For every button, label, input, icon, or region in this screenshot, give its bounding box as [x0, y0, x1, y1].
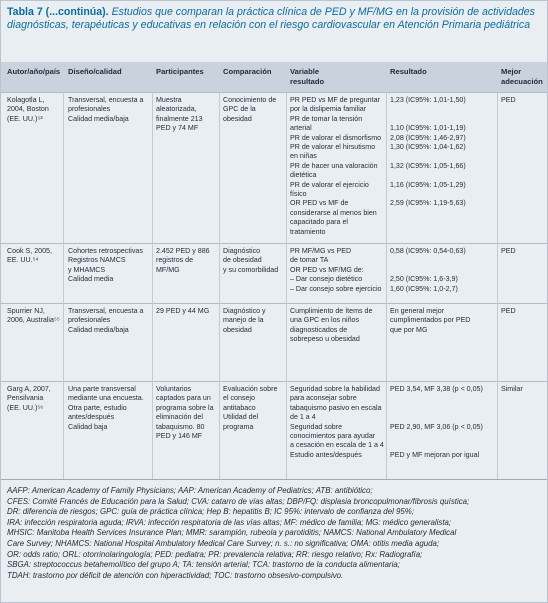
cell-line: Evaluación sobre: [223, 385, 278, 393]
cell-line: PR de tomar la tensión: [290, 114, 363, 123]
cell-line: (EE. UU.)⁵⁶: [7, 403, 44, 412]
column-separators: [1, 92, 547, 479]
cell-line: 0,58 (IC95%: 0,54-0,63): [390, 247, 466, 255]
cell-line: a cesación en escala de 1 a 4: [290, 441, 384, 450]
cell-line: MF/MG: [156, 265, 180, 274]
column-divider: [497, 92, 498, 479]
table-number: Tabla 7 (...continúa).: [7, 6, 109, 18]
cell-line: antitabaco: [223, 403, 256, 412]
cell-line: 1,23 (IC95%: 1,01-1,50): [390, 96, 466, 104]
cell-line: profesionales: [68, 105, 111, 114]
cell-line: 1,10 (IC95%: 1,01-1,19): [390, 124, 466, 133]
cell-line: Cumplimiento de ítems de: [290, 307, 373, 315]
cell-line: por la dislipemia familiar: [290, 105, 367, 114]
cell-line: – Dar consejo dietético: [290, 275, 363, 284]
cell-line: que por MG: [390, 325, 428, 334]
cell-line: PED: [501, 247, 516, 255]
cell-line: obesidad: [223, 114, 252, 123]
cell-line: Utilidad del: [223, 413, 259, 422]
column-divider: [219, 92, 220, 479]
cell-line: capacitado para el: [290, 218, 348, 227]
cell-line: en niñas: [290, 152, 317, 161]
cell-line: dietética: [290, 171, 317, 180]
cell-line: (EE. UU.)⁵³: [7, 114, 43, 123]
cell-line: 1,16 (IC95%: 1,05-1,29): [390, 180, 466, 189]
cell-line: programa sobre la: [156, 403, 214, 412]
cell-line: Calidad media/baja: [68, 114, 129, 123]
cell-line: Seguridad sobre la habilidad: [290, 385, 380, 393]
cell-line: OR PED vs MF/MG de:: [290, 265, 364, 274]
cell-line: considerarse al menos bien: [290, 208, 377, 217]
column-divider: [152, 92, 153, 479]
cell-line: obesidad: [223, 325, 252, 334]
cell-line: tratamiento: [290, 227, 326, 236]
cell-line: OR PED vs MF de: [290, 199, 349, 208]
cell-line: Estudio antes/después: [290, 450, 362, 459]
column-divider: [63, 92, 64, 479]
footnote-line: OR: odds ratio; ORL: otorrinolaringología; PED: pediatra; PR: prevalencia relativa; RR: riesgo relativo; Rx: Radiografía;: [7, 549, 423, 559]
footnote-line: Care Survey; NHAMCS: National Hospital Ambulatory Medical Care Survey; n. s.: no significativa; OMA: otitis media aguda;: [7, 538, 440, 548]
cell-line: PR MF/MG vs PED: [290, 247, 352, 255]
cell-line: una GPC en los niños: [290, 316, 360, 325]
column-divider: [286, 92, 287, 479]
cell-line: Garg A, 2007,: [7, 385, 51, 393]
cell-line: Diagnóstico: [223, 247, 261, 255]
table-bottom-rule: [1, 479, 547, 480]
cell-line: eliminación del: [156, 413, 203, 422]
cell-line: 2.452 PED y 886: [156, 247, 210, 255]
cell-line: PR PED vs MF de preguntar: [290, 96, 380, 104]
cell-line: Muestra: [156, 96, 182, 104]
header-comparacion: Comparación: [223, 67, 272, 76]
cell-line: Voluntarios: [156, 385, 192, 393]
cell-line: mediante una encuesta.: [68, 394, 144, 403]
cell-line: Otra parte, estudio: [68, 403, 127, 412]
table-footnotes: [7, 486, 543, 581]
cell-line: de obesidad: [223, 256, 262, 265]
cell-line: PED 2,90, MF 3,06 (p < 0,05): [390, 422, 483, 431]
cell-line: tabaquismo pasivo en escala: [290, 403, 382, 412]
cell-line: Kolagotla L,: [7, 96, 45, 104]
table-caption: [7, 6, 543, 33]
footnote-line: TDAH: trastorno por déficit de atención con hiperactividad; TOC: trastorno obsesivo-compulsivo.: [7, 570, 344, 580]
cell-line: EE. UU.⁵⁴: [7, 256, 39, 265]
cell-line: PR de valorar el ejercicio: [290, 180, 369, 189]
footnote-line: DR: diferencia de riesgos; GPC: guía de práctica clínica; Hep B: hepatitis B; IC 95%: intervalo de confianza del 95%;: [7, 507, 415, 517]
cell-line: Cook S, 2005,: [7, 247, 52, 255]
column-divider: [386, 92, 387, 479]
cell-line: Spurrier NJ,: [7, 307, 45, 315]
cell-line: Una parte transversal: [68, 385, 136, 393]
cell-line: profesionales: [68, 316, 111, 325]
cell-line: cumplimentados por PED: [390, 316, 471, 325]
footnote-line: IRA: infección respiratoria aguda; IRVA: infección respiratoria de las vías altas; MF: médico de familia; MG: médico generalista;: [7, 517, 452, 527]
cell-line: tabaquismo. 80: [156, 422, 205, 431]
cell-line: PED: [501, 307, 516, 315]
footnote-line: CFES: Comité Francés de Educación para la Salud; CVA: catarro de vías altas; DBP/FQ: displasia broncopulmonar/fibrosis quística;: [7, 496, 470, 506]
cell-line: En general mejor: [390, 307, 445, 315]
cell-line: diagnosticados de: [290, 325, 348, 334]
cell-line: 2004, Boston: [7, 105, 49, 114]
cell-line: 1,30 (IC95%: 1,04-1,62): [390, 143, 466, 152]
cell-line: PR de hacer una valoración: [290, 161, 378, 170]
table-title: Estudios que comparan la práctica clínica de PED y MF/MG en la provisión de actividades diagnósticas, terapéuticas y educativas en relación con el riesgo cardiovascular en Atención Primaria pediátrica: [7, 6, 535, 32]
cell-line: 1,60 (IC95%: 1,0-2,7): [390, 284, 458, 293]
cell-line: físico: [290, 190, 307, 199]
cell-line: programa: [223, 422, 254, 431]
cell-line: manejo de la: [223, 316, 264, 325]
cell-line: Similar: [501, 385, 523, 393]
cell-line: de tomar TA: [290, 256, 329, 265]
cell-line: sobrepeso u obesidad: [290, 335, 360, 344]
header-participantes: Participantes: [156, 67, 204, 76]
header-adecuacion: Mejor adecuación: [501, 67, 543, 86]
cell-line: PR de valorar el dismorfismo: [290, 133, 382, 142]
header-autor: Autor/año/país: [7, 67, 61, 76]
cell-line: PED y MF mejoran por igual: [390, 450, 480, 459]
header-variable: Variable resultado: [290, 67, 325, 86]
cell-line: y MHAMCS: [68, 265, 106, 274]
cell-line: y su comorbilidad: [223, 265, 279, 274]
cell-line: Cohortes retrospectivas: [68, 247, 143, 255]
cell-line: captados para un: [156, 394, 211, 403]
cell-line: Diagnóstico y: [223, 307, 266, 315]
cell-line: de 1 a 4: [290, 413, 316, 422]
cell-line: Transversal, encuesta a: [68, 307, 144, 315]
cell-line: 2,59 (IC95%: 1,19-5,63): [390, 199, 466, 208]
cell-line: para aconsejar sobre: [290, 394, 357, 403]
header-diseno: Diseño/calidad: [68, 67, 122, 76]
cell-line: PR de valorar el hirsutismo: [290, 143, 376, 152]
cell-line: conocimientos para ayudar: [290, 432, 376, 441]
cell-line: Pensilvania: [7, 394, 44, 403]
cell-line: PED: [501, 96, 516, 104]
cell-line: 1,32 (IC95%: 1,05-1,66): [390, 161, 466, 170]
header-resultado: Resultado: [390, 67, 427, 76]
cell-line: Seguridad sobre: [290, 422, 343, 431]
cell-line: PED y 74 MF: [156, 124, 199, 133]
cell-line: finalmente 213: [156, 114, 203, 123]
cell-line: Calidad media/baja: [68, 325, 129, 334]
cell-line: registros de: [156, 256, 194, 265]
cell-line: 29 PED y 44 MG: [156, 307, 210, 315]
cell-line: 2,50 (IC95%: 1,6-3,9): [390, 275, 458, 284]
cell-line: el consejo: [223, 394, 255, 403]
footnote-line: AAFP: American Academy of Family Physicians; AAP: American Academy of Pediatrics; ATB: antibiótico;: [7, 486, 373, 495]
cell-line: PED 3,54, MF 3,38 (p < 0,05): [390, 385, 483, 393]
footnote-line: MHSIC: Manitoba Health Services Insurance Plan; MMR: sarampión, rubeola y parotiditis; NAMCS: National Ambulatory Medical: [7, 528, 457, 538]
cell-line: Calidad media: [68, 275, 114, 284]
cell-line: – Dar consejo sobre ejercicio: [290, 284, 382, 293]
cell-line: 2006, Australia⁵⁵: [7, 316, 60, 325]
cell-line: Registros NAMCS: [68, 256, 126, 265]
cell-line: arterial: [290, 124, 312, 133]
cell-line: 2,08 (IC95%: 1,46-2,97): [390, 133, 466, 142]
cell-line: GPC de la: [223, 105, 256, 114]
cell-line: antes/después: [68, 413, 115, 422]
cell-line: Transversal, encuesta a: [68, 96, 144, 104]
cell-line: PED y 146 MF: [156, 432, 203, 441]
cell-line: Conocimiento de: [223, 96, 277, 104]
cell-line: Calidad baja: [68, 422, 108, 431]
cell-line: aleatorizada,: [156, 105, 197, 114]
table-header: [1, 62, 547, 92]
footnote-line: SBGA: streptococcus betahemolítico del grupo A; TA: tensión arterial; TCA: trastorno de la conducta alimentaria;: [7, 560, 400, 570]
